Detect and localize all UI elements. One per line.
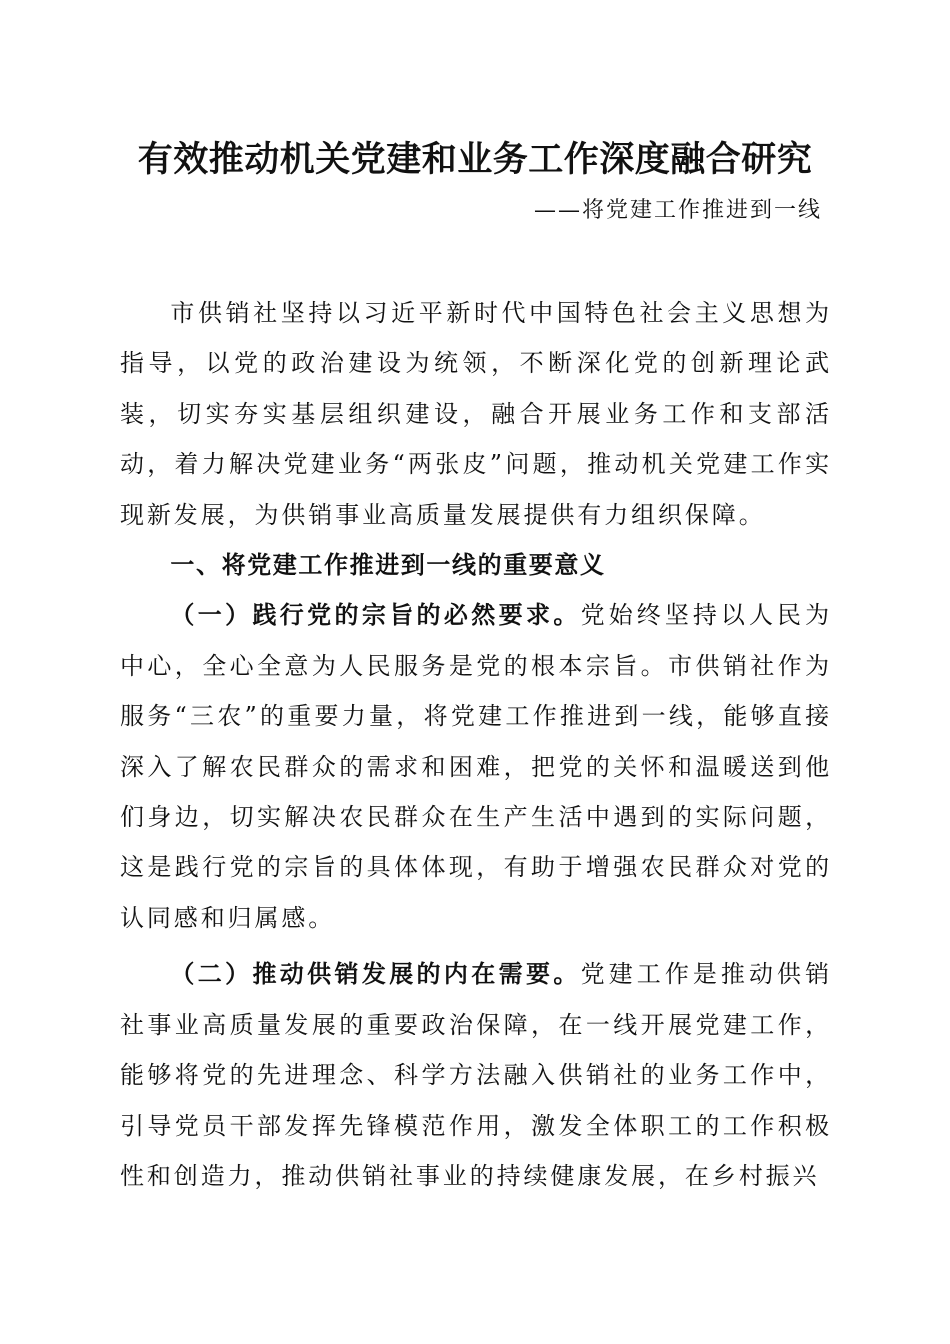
document-subtitle: ——将党建工作推进到一线 (533, 198, 822, 223)
point-paragraph-2 (120, 949, 832, 1201)
document-title: 有效推动机关党建和业务工作深度融合研究 (137, 139, 813, 180)
point-text-2: 党建工作是推动供销社事业高质量发展的重要政治保障，在一线开展党建工作，能够将党的先进理念、科学方法融入供销社的业务工作中，引导党员干部发挥先锋模范作用，激发全体职工的工作积极性和创造力，推动供销社事业的持续健康发展，在乡村振兴 (120, 960, 832, 1190)
point-paragraph-1 (120, 590, 832, 943)
point-lead-1: （一）践行党的宗旨的必然要求。 (170, 600, 581, 630)
intro-paragraph: 市供销社坚持以习近平新时代中国特色社会主义思想为指导，以党的政治建设为统领，不断深化党的创新理论武装，切实夯实基层组织建设，融合开展业务工作和支部活动，着力解决党建业务“两张皮”问题，推动机关党建工作实现新发展，为供销事业高质量发展提供有力组织保障。 (120, 299, 832, 529)
section-heading: 一、将党建工作推进到一线的重要意义 (170, 551, 606, 580)
document-body (120, 288, 832, 1201)
point-text-1: 党始终坚持以人民为中心，全心全意为人民服务是党的根本宗旨。市供销社作为服务“三农”的重要力量，将党建工作推进到一线，能够直接深入了解农民群众的需求和困难，把党的关怀和温暖送到他们身边，切实解决农民群众在生产生活中遇到的实际问题，这是践行党的宗旨的具体体现，有助于增强农民群众对党的认同感和归属感。 (120, 601, 832, 932)
point-lead-2: （二）推动供销发展的内在需要。 (170, 959, 581, 989)
